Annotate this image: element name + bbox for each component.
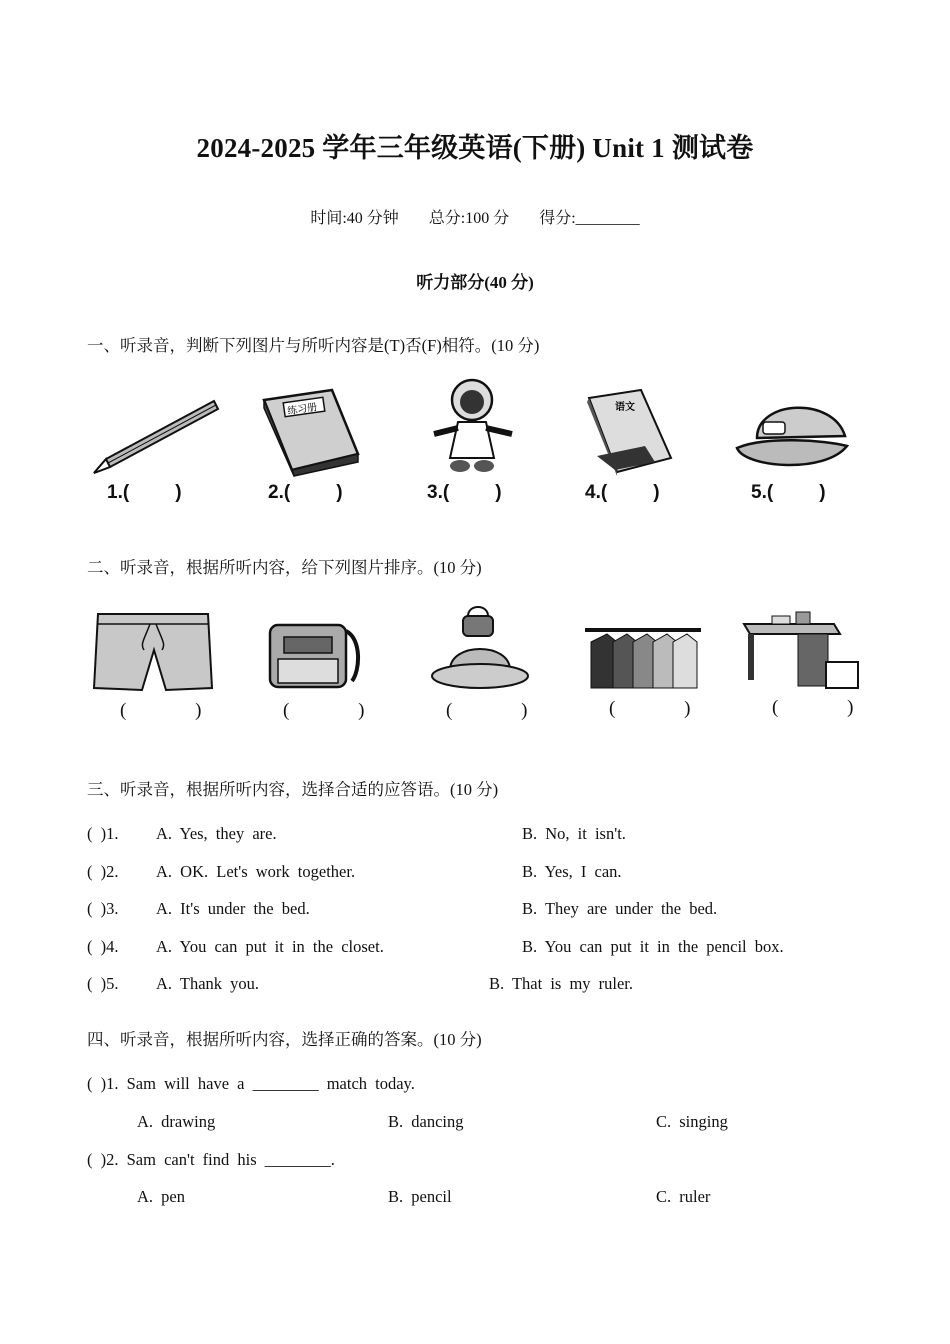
exercise-book-label: 练习册	[286, 402, 318, 418]
s3-q2-num: ( )2.	[87, 862, 119, 881]
order-blank-4: ( )	[609, 698, 723, 719]
doll-icon	[428, 378, 518, 474]
s4-q2-option-c: C. ruler	[656, 1187, 711, 1206]
closet-clothes-icon	[583, 624, 703, 692]
item-1-label: 1.( )	[107, 482, 182, 503]
s3-q5-num: ( )5.	[87, 974, 119, 993]
listening-heading: 听力部分(40 分)	[416, 273, 534, 292]
section1-instruction: 一、听录音，判断下列图片与所听内容是(T)否(F)相符。(10 分)	[87, 336, 540, 355]
item-3-label: 3.( )	[427, 482, 502, 503]
schoolbag-icon	[266, 615, 364, 691]
s3-q2-option-a: A. OK. Let's work together.	[156, 862, 356, 881]
s4-q1-option-a: A. drawing	[137, 1112, 216, 1131]
time-limit: 时间:40 分钟	[310, 210, 399, 227]
order-blank-1: ( )	[120, 700, 234, 721]
pencil-icon	[90, 395, 220, 475]
s3-q4-option-a: A. You can put it in the closet.	[156, 937, 384, 956]
s3-q1-option-a: A. Yes, they are.	[156, 824, 277, 843]
chinese-book-label: 语文	[615, 402, 635, 413]
s3-q5-option-b: B. That is my ruler.	[489, 974, 634, 993]
order-blank-5: ( )	[772, 697, 886, 718]
desk-icon	[742, 602, 862, 692]
item-4-label: 4.( )	[585, 482, 660, 503]
section3-instruction: 三、听录音，根据所听内容，选择合适的应答语。(10 分)	[87, 780, 499, 799]
page-title: 2024-2025 学年三年级英语(下册) Unit 1 测试卷	[196, 133, 754, 163]
section4-instruction: 四、听录音，根据所听内容，选择正确的答案。(10 分)	[87, 1030, 482, 1049]
s4-q1-stem: ( )1. Sam will have a ________ match today.	[87, 1074, 415, 1093]
s4-q2-option-b: B. pencil	[388, 1187, 452, 1206]
s4-q2-option-a: A. pen	[137, 1187, 185, 1206]
s3-q3-option-a: A. It's under the bed.	[156, 899, 310, 918]
cap-icon	[735, 388, 855, 476]
s3-q5-option-a: A. Thank you.	[156, 974, 260, 993]
s3-q4-num: ( )4.	[87, 937, 119, 956]
order-blank-3: ( )	[446, 700, 560, 721]
s3-q3-option-b: B. They are under the bed.	[522, 899, 718, 918]
exercise-book-icon	[262, 388, 362, 476]
order-blank-2: ( )	[283, 700, 397, 721]
s4-q1-option-b: B. dancing	[388, 1112, 464, 1131]
shorts-icon	[92, 610, 214, 692]
hat-and-bag-icon	[430, 602, 530, 692]
s3-q4-option-b: B. You can put it in the pencil box.	[522, 937, 784, 956]
s4-q2-stem: ( )2. Sam can't find his ________.	[87, 1150, 335, 1169]
item-2-label: 2.( )	[268, 482, 343, 503]
item-5-label: 5.( )	[751, 482, 826, 503]
score-field: 得分:________	[539, 210, 640, 227]
section2-instruction: 二、听录音，根据所听内容，给下列图片排序。(10 分)	[87, 558, 482, 577]
s3-q1-option-b: B. No, it isn't.	[522, 824, 626, 843]
s3-q2-option-b: B. Yes, I can.	[522, 862, 622, 881]
total-score: 总分:100 分	[428, 210, 510, 227]
s4-q1-option-c: C. singing	[656, 1112, 728, 1131]
chinese-book-icon	[585, 388, 675, 476]
s3-q1-num: ( )1.	[87, 824, 119, 843]
s3-q3-num: ( )3.	[87, 899, 119, 918]
exam-meta	[0, 205, 950, 228]
